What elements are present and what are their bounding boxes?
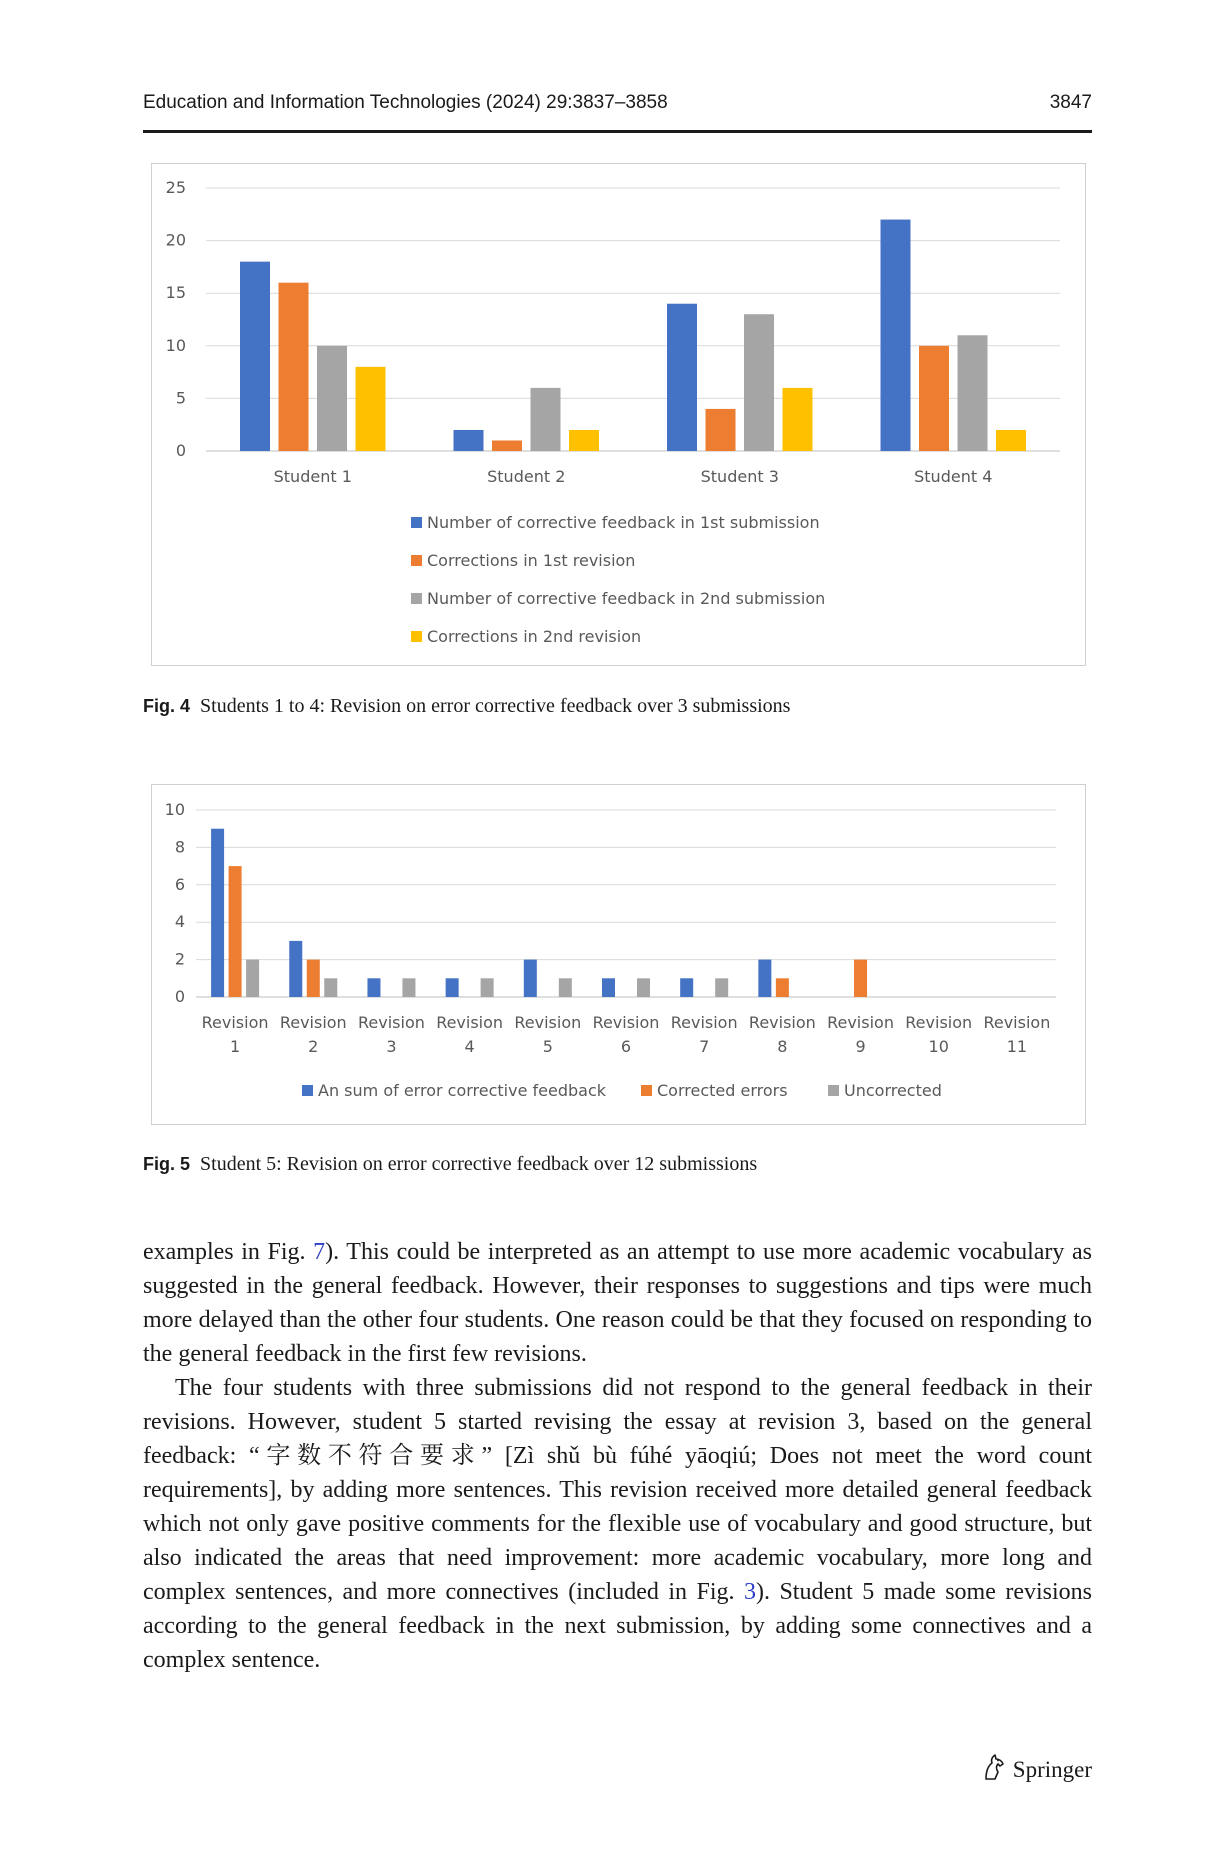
bar-5-3 [559, 978, 572, 997]
x-tick-label: Revision [358, 1013, 425, 1032]
paragraph-text-segment: examples in Fig. [143, 1239, 314, 1265]
bar-4-1 [446, 978, 459, 997]
figure-4-caption [143, 695, 790, 718]
bar-6-1 [602, 978, 615, 997]
publisher-name: Springer [1012, 1757, 1092, 1782]
y-tick-label: 20 [165, 230, 186, 250]
y-tick-label: 25 [165, 178, 186, 197]
paragraph-text-segment: The four students with three submissions did not respond to the general feedback in their revisions. However, student 5 started revising the essay at revision 3, based on the general feedback: “字数不符合要求” [Zì shǔ bù fúhé yāoqiú; Does not meet the word count requirements], by adding more sentences. This revision received more detailed general feedback which not only gave positive comments for the flexible use of vocabulary and good structure, but also indicated the areas that need improvement: more academic vocabulary, more long and complex sentences, and more connectives (included in Fig. [143, 1375, 1092, 1605]
bar-1-2 [279, 283, 309, 451]
springer-horse-icon [981, 1753, 1007, 1787]
paragraph-2-text [143, 1371, 1092, 1677]
bar-3-2 [706, 409, 736, 451]
legend-swatch [302, 1085, 313, 1096]
paragraph-text-segment: ). Student 5 made some revisions according to the general feedback in the next submission, by adding some connectives and a complex sentence. [143, 1579, 1092, 1673]
y-tick-label: 5 [175, 388, 186, 408]
bar-4-3 [958, 335, 988, 451]
bar-1-3 [317, 346, 347, 451]
bar-3-1 [367, 978, 380, 997]
journal-citation: Education and Information Technologies (2024) 29:3837–3858 [143, 92, 668, 113]
y-tick-label: 10 [164, 800, 185, 819]
bar-7-1 [680, 978, 693, 997]
figure-4-chart [151, 163, 1086, 666]
bar-4-4 [996, 430, 1026, 451]
legend-label: Corrections in 2nd revision [427, 627, 642, 646]
running-header [143, 90, 1092, 133]
bar-1-1 [240, 262, 270, 451]
y-tick-label: 6 [174, 874, 185, 894]
x-tick-label: 4 [464, 1037, 475, 1056]
figure-5-caption [143, 1153, 757, 1176]
legend-swatch [411, 631, 422, 642]
paragraph-text-segment: ). This could be interpreted as an attempt to use more academic vocabulary as suggested in the general feedback. However, their responses to suggestions and tips were much more delayed than the other four students. One reason could be that they focused on responding to the general feedback in the first few revisions. [143, 1239, 1092, 1367]
x-tick-label: 11 [1006, 1037, 1028, 1056]
bar-2-3 [324, 978, 337, 997]
y-tick-label: 4 [174, 912, 185, 932]
x-tick-label: Student 2 [487, 467, 566, 486]
legend-swatch [411, 593, 422, 604]
legend-label: Corrections in 1st revision [427, 551, 636, 570]
bar-3-3 [402, 978, 415, 997]
legend-swatch [828, 1085, 839, 1096]
body-paragraph-2 [143, 1371, 1092, 1677]
bar-2-3 [531, 388, 561, 451]
figure-5-caption-text: Student 5: Revision on error corrective feedback over 12 submissions [200, 1153, 758, 1175]
y-tick-label: 0 [175, 441, 186, 460]
x-tick-label: 9 [855, 1037, 866, 1056]
bar-1-2 [229, 866, 242, 997]
legend-swatch [411, 555, 422, 566]
figure-5-label: Fig. 5 [143, 1154, 191, 1174]
bar-2-2 [307, 960, 320, 997]
bar-9-2 [854, 960, 867, 997]
x-tick-label: Revision [748, 1013, 816, 1032]
bar-2-1 [289, 941, 302, 997]
bar-2-2 [492, 440, 522, 451]
bar-3-4 [783, 388, 813, 451]
x-tick-label: Revision [514, 1013, 582, 1032]
x-tick-label: Revision [905, 1013, 973, 1032]
x-tick-label: 7 [699, 1037, 710, 1056]
figure-reference-link[interactable]: 7 [313, 1239, 326, 1265]
x-tick-label: Revision [279, 1013, 347, 1032]
legend-label: An sum of error corrective feedback [318, 1081, 607, 1100]
bar-7-3 [715, 978, 728, 997]
x-tick-label: Student 4 [914, 467, 993, 486]
figure-4-caption-text: Students 1 to 4: Revision on error corrective feedback over 3 submissions [200, 695, 791, 717]
bar-1-1 [211, 829, 224, 997]
figure-5-svg [152, 785, 1085, 1124]
x-tick-label: Revision [827, 1013, 894, 1032]
y-tick-label: 0 [174, 987, 185, 1006]
x-tick-label: Student 1 [273, 467, 352, 486]
bar-8-2 [776, 978, 789, 997]
bar-3-3 [744, 314, 774, 451]
bar-2-1 [454, 430, 484, 451]
body-paragraph-1 [143, 1235, 1092, 1371]
x-tick-label: 10 [928, 1037, 949, 1056]
y-tick-label: 8 [174, 837, 185, 857]
x-tick-label: Revision [670, 1013, 738, 1032]
legend-label: Number of corrective feedback in 1st submission [427, 513, 820, 532]
figure-4-svg [152, 164, 1085, 665]
bar-5-1 [524, 960, 537, 997]
figure-reference-link[interactable]: 3 [743, 1579, 756, 1605]
legend-label: Number of corrective feedback in 2nd submission [427, 589, 826, 608]
y-tick-label: 15 [165, 283, 186, 303]
legend-swatch [411, 517, 422, 528]
x-tick-label: 1 [229, 1037, 241, 1056]
page-number: 3847 [1049, 92, 1092, 113]
x-tick-label: Revision [436, 1013, 504, 1032]
y-tick-label: 2 [174, 949, 185, 969]
x-tick-label: 5 [542, 1037, 553, 1056]
legend-label: Corrected errors [657, 1081, 788, 1100]
x-tick-label: Student 3 [700, 467, 779, 486]
x-tick-label: Revision [983, 1013, 1051, 1032]
x-tick-label: 8 [777, 1037, 788, 1056]
bar-1-3 [246, 960, 259, 997]
y-tick-label: 10 [165, 335, 186, 355]
x-tick-label: 3 [386, 1037, 397, 1056]
x-tick-label: 2 [308, 1037, 319, 1056]
publisher-footer [981, 1753, 1092, 1787]
bar-2-4 [569, 430, 599, 451]
paragraph-1-text [143, 1235, 1092, 1371]
bar-8-1 [758, 960, 771, 997]
legend-swatch [641, 1085, 652, 1096]
bar-4-3 [481, 978, 494, 997]
figure-5-chart [151, 784, 1086, 1125]
bar-4-2 [919, 346, 949, 451]
bar-3-1 [667, 304, 697, 451]
x-tick-label: Revision [592, 1013, 660, 1032]
legend-label: Uncorrected [844, 1081, 942, 1100]
figure-4-label: Fig. 4 [143, 696, 191, 716]
x-tick-label: 6 [620, 1037, 632, 1056]
x-tick-label: Revision [201, 1013, 269, 1032]
bar-4-1 [881, 220, 911, 451]
bar-1-4 [356, 367, 386, 451]
bar-6-3 [637, 978, 650, 997]
